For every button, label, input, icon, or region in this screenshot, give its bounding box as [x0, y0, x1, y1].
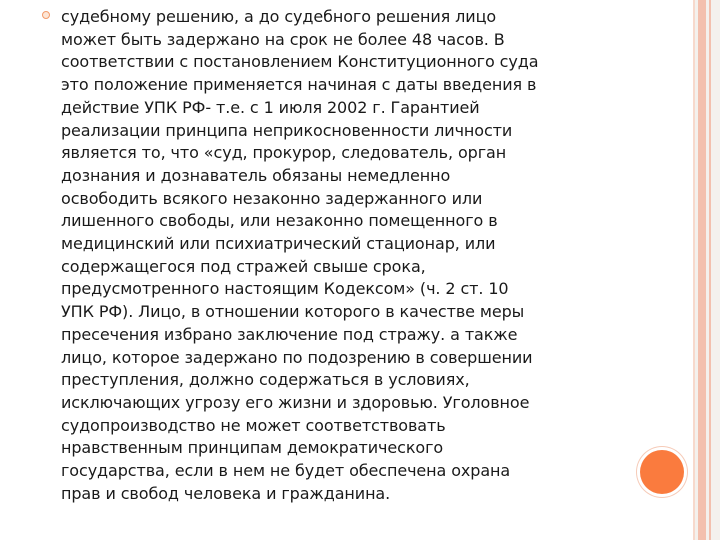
decorative-wide-stripe — [698, 0, 706, 540]
slide-content — [42, 6, 632, 505]
decorative-thin-stripe — [709, 0, 711, 540]
bullet-item — [42, 6, 632, 505]
circle-bullet-icon — [42, 11, 50, 19]
bullet-text: судебному решению, а до судебного решения лицо может быть задержано на срок не более 48 часов. В соответствии с постановлением Конституционного суда это положение применяется начиная с даты введения в действие УПК РФ- т.е. с 1 июля 2002 г. Гарантией реализации принципа неприкосновенности личности является то, что «суд, прокурор, следователь, орган дознания и дознаватель обязаны немедленно освободить всякого незаконно задержанного или лишенного свободы, или незаконно помещенного в медицинский или психиатрический стационар, или содержащегося под стражей свыше срока, предусмотренного настоящим Кодексом» (ч. 2 ст. 10 УПК РФ). Лицо, в отношении которого в качестве меры пресечения избрано заключение под стражу. а также лицо, которое задержано по подозрению в совершении преступления, должно содержаться в условиях, исключающих угрозу его жизни и здоровью. Уголовное судопроизводство не может соответствовать нравственным принципам демократического государства, если в нем не будет обеспечена охрана прав и свобод человека и гражданина. — [61, 7, 539, 503]
decorative-orange-circle-icon — [640, 450, 684, 494]
decorative-edge-stripe — [693, 0, 695, 540]
